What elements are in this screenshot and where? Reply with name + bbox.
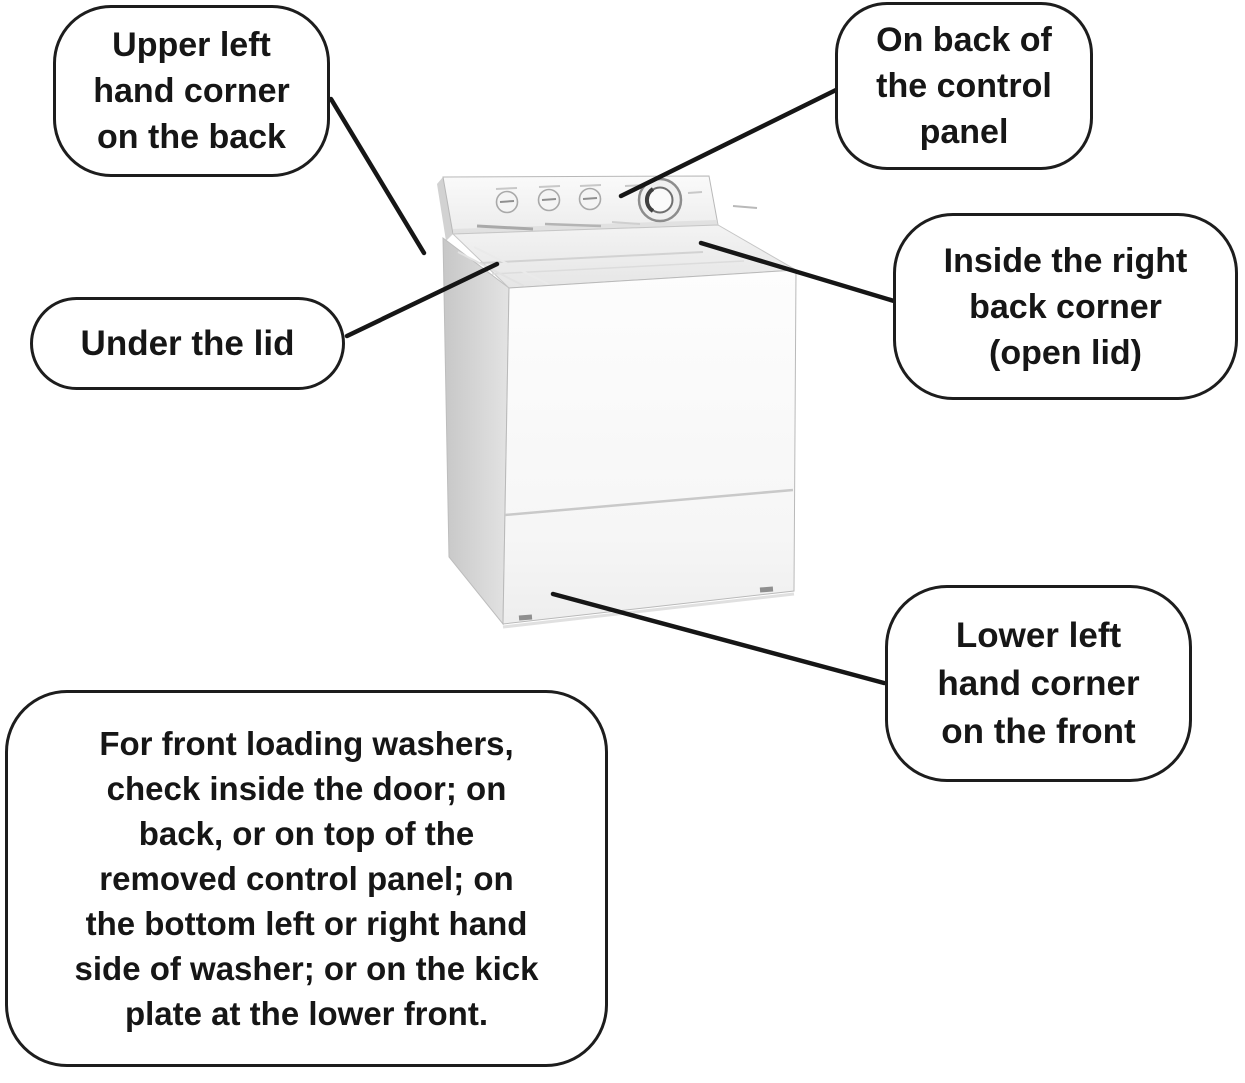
callout-text-line: (open lid) [989, 333, 1142, 372]
connector-upper-left-back [331, 99, 424, 253]
callout-text-line: Inside the right [943, 241, 1188, 280]
callout-text-line: back, or on top of the [138, 815, 475, 852]
callout-inside-right-back-corner [893, 213, 1238, 400]
callout-text-line: the bottom left or right hand [85, 905, 528, 942]
callout-text-line: hand corner [93, 72, 290, 110]
callout-text-line: removed control panel; on [99, 860, 514, 897]
callout-text-line: check inside the door; on [106, 770, 507, 807]
callout-text-line: Upper left [112, 26, 271, 64]
connector-lower-left-front [553, 594, 884, 683]
callout-text-line: back corner [969, 287, 1162, 326]
connector-back-of-control-panel [621, 90, 836, 196]
callout-lower-left-front [885, 585, 1192, 782]
washer-cabinet [437, 176, 796, 627]
callout-upper-left-back [53, 5, 330, 177]
callout-back-of-control-panel [835, 2, 1093, 170]
callout-front-loading-note [5, 690, 608, 1067]
callout-text-line: on the front [941, 711, 1136, 751]
callout-text-line: On back of [876, 21, 1052, 59]
callout-under-the-lid [30, 297, 345, 390]
callout-text-line: For front loading washers, [99, 725, 514, 762]
callout-text-line: panel [919, 113, 1009, 151]
callout-text-line: Under the lid [80, 323, 295, 363]
callout-text-line: side of washer; or on the kick [74, 950, 539, 987]
callout-text-line: on the back [97, 118, 286, 156]
callout-text-line: the control [876, 67, 1052, 105]
callout-text-line: Lower left [955, 615, 1122, 655]
callout-text-line: hand corner [937, 663, 1140, 703]
callout-text-line: plate at the lower front. [124, 995, 489, 1032]
